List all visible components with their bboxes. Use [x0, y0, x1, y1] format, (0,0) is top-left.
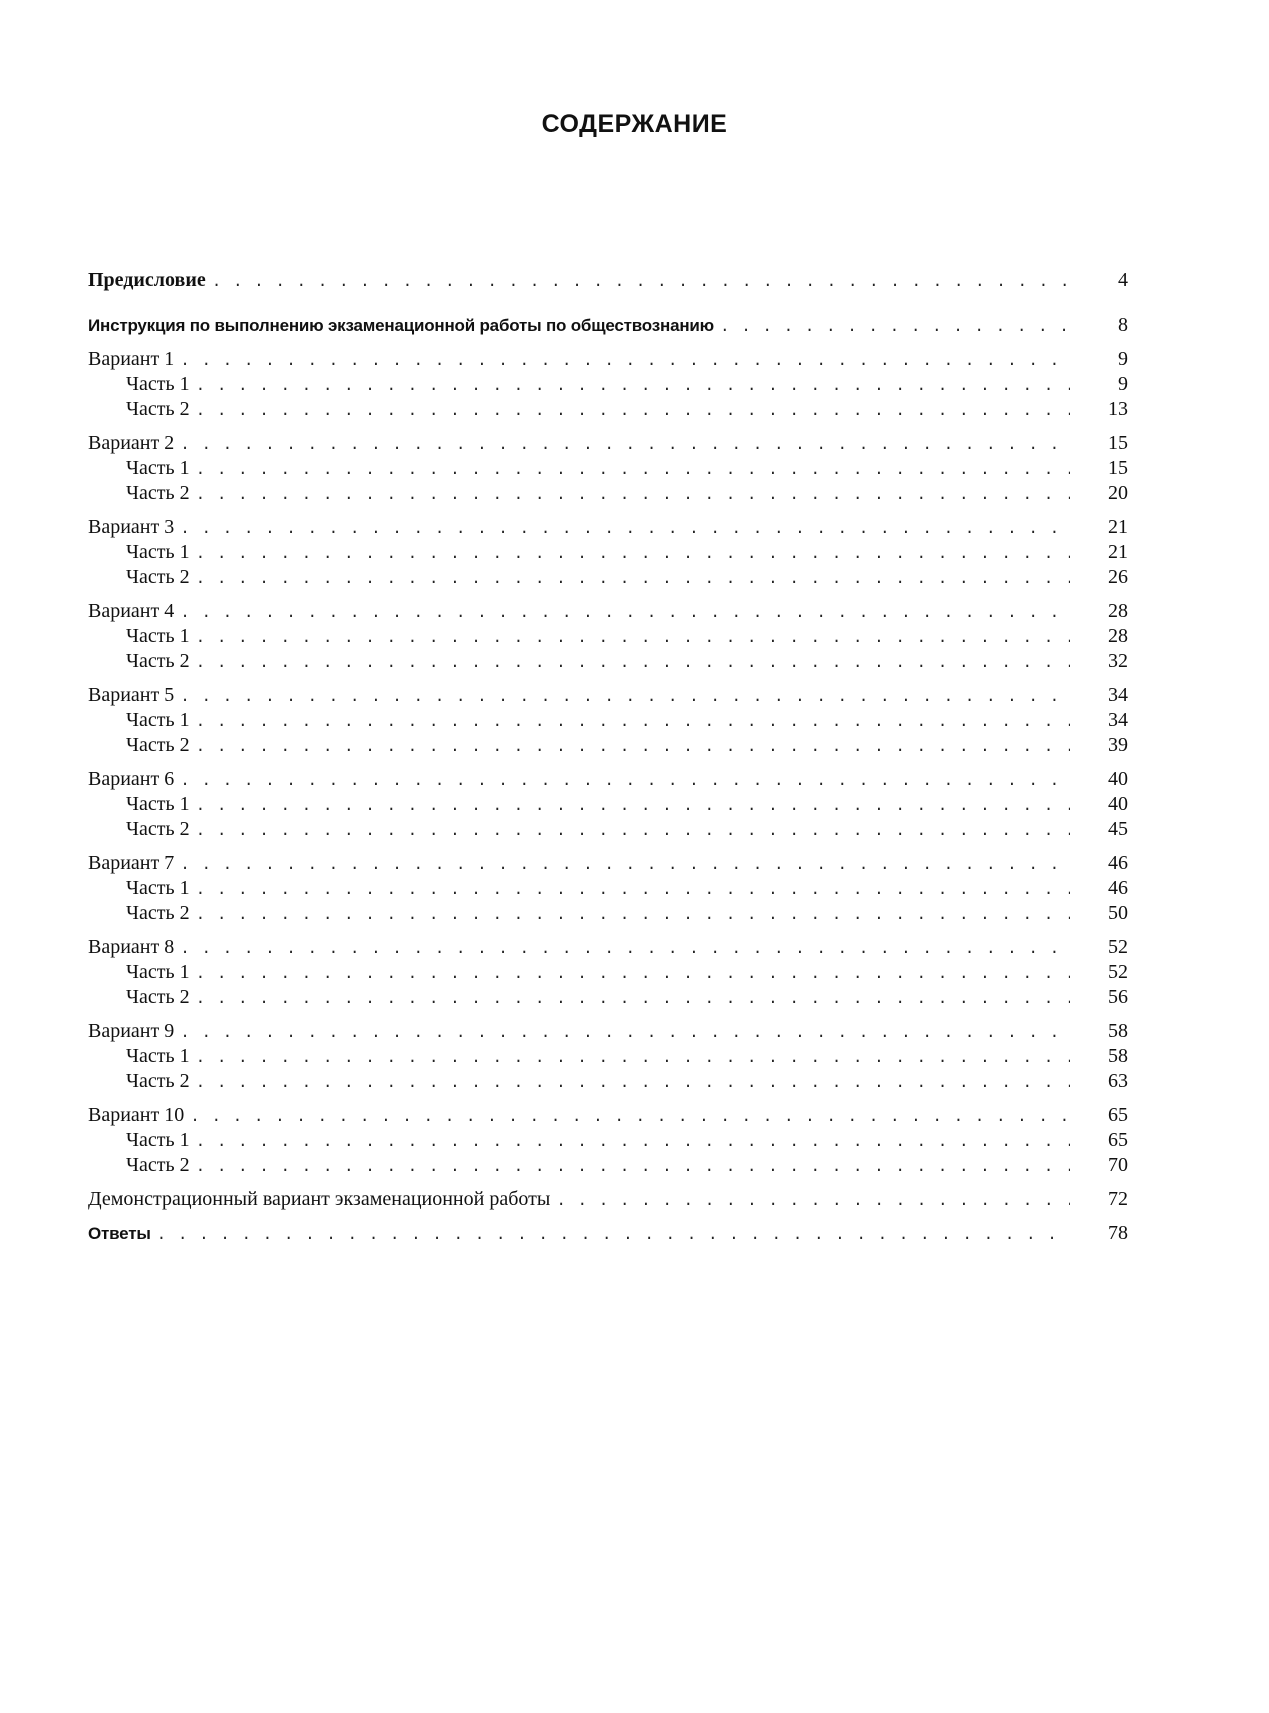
toc-label: Часть 1 [126, 1045, 190, 1067]
toc-page-number: 21 [1108, 516, 1128, 538]
toc-label: Вариант 6 [88, 768, 175, 790]
toc-label: Вариант 9 [88, 1020, 175, 1042]
toc-label: Вариант 7 [88, 852, 175, 874]
dot-leader [180, 1021, 1070, 1046]
toc-entry-variant-5-part-2[interactable] [88, 733, 1128, 758]
dot-leader [196, 626, 1070, 651]
table-of-contents [88, 268, 1128, 1246]
dot-leader [157, 1223, 1070, 1248]
toc-entry-variant-10-part-1[interactable] [88, 1128, 1128, 1153]
dot-leader [180, 853, 1070, 878]
toc-label: Инструкция по выполнению экзаменационной работы по обществознанию [88, 316, 714, 335]
toc-label: Часть 1 [126, 709, 190, 731]
toc-page-number: 40 [1108, 793, 1128, 815]
toc-entry-variant-4-part-2[interactable] [88, 649, 1128, 674]
toc-label: Часть 1 [126, 541, 190, 563]
toc-label: Демонстрационный вариант экзаменационной работы [88, 1188, 551, 1210]
dot-leader [196, 483, 1070, 508]
dot-leader [196, 819, 1070, 844]
toc-entry-variant-3-part-1[interactable] [88, 540, 1128, 565]
toc-page-number: 26 [1108, 566, 1128, 588]
toc-label: Предисловие [88, 269, 206, 291]
toc-label: Часть 1 [126, 625, 190, 647]
dot-leader [196, 962, 1070, 987]
toc-page-number: 78 [1108, 1222, 1128, 1244]
toc-label: Часть 2 [126, 818, 190, 840]
toc-entry-instruction[interactable] [88, 313, 1128, 338]
toc-entry-variant-5[interactable] [88, 683, 1128, 708]
toc-entry-preface[interactable] [88, 268, 1128, 293]
toc-page-number: 56 [1108, 986, 1128, 1008]
toc-page-number: 9 [1118, 373, 1128, 395]
dot-leader [180, 517, 1070, 542]
dot-leader [180, 685, 1070, 710]
toc-entry-variant-7-part-1[interactable] [88, 876, 1128, 901]
dot-leader [720, 315, 1070, 340]
dot-leader [196, 651, 1070, 676]
dot-leader [196, 399, 1070, 424]
dot-leader [180, 349, 1070, 374]
dot-leader [196, 542, 1070, 567]
toc-label: Вариант 1 [88, 348, 175, 370]
toc-entry-variant-9-part-2[interactable] [88, 1069, 1128, 1094]
toc-label: Вариант 10 [88, 1104, 185, 1126]
dot-leader [556, 1189, 1070, 1214]
dot-leader [190, 1105, 1070, 1130]
toc-label: Часть 2 [126, 986, 190, 1008]
toc-label: Часть 1 [126, 961, 190, 983]
toc-page-number: 34 [1108, 684, 1128, 706]
dot-leader [196, 735, 1070, 760]
toc-page-number: 58 [1108, 1045, 1128, 1067]
dot-leader [180, 433, 1070, 458]
dot-leader [196, 567, 1070, 592]
toc-entry-variant-2[interactable] [88, 431, 1128, 456]
dot-leader [196, 1130, 1070, 1155]
dot-leader [196, 374, 1070, 399]
toc-page-number: 50 [1108, 902, 1128, 924]
dot-leader [196, 987, 1070, 1012]
toc-entry-variant-8-part-1[interactable] [88, 960, 1128, 985]
dot-leader [196, 1046, 1070, 1071]
toc-entry-variant-1[interactable] [88, 347, 1128, 372]
toc-label: Вариант 2 [88, 432, 175, 454]
toc-label: Часть 2 [126, 902, 190, 924]
toc-entry-variant-7-part-2[interactable] [88, 901, 1128, 926]
toc-label: Часть 1 [126, 877, 190, 899]
toc-page-number: 65 [1108, 1129, 1128, 1151]
toc-entry-variant-9[interactable] [88, 1019, 1128, 1044]
toc-entry-variant-10[interactable] [88, 1103, 1128, 1128]
toc-page-number: 63 [1108, 1070, 1128, 1092]
toc-page-number: 34 [1108, 709, 1128, 731]
toc-entry-variant-5-part-1[interactable] [88, 708, 1128, 733]
toc-page-number: 4 [1118, 269, 1128, 291]
toc-page-number: 52 [1108, 936, 1128, 958]
dot-leader [196, 903, 1070, 928]
toc-page-number: 46 [1108, 877, 1128, 899]
toc-entry-variant-1-part-1[interactable] [88, 372, 1128, 397]
dot-leader [196, 710, 1070, 735]
dot-leader [196, 1071, 1070, 1096]
toc-page-number: 15 [1108, 457, 1128, 479]
dot-leader [180, 937, 1070, 962]
toc-entry-variant-6-part-2[interactable] [88, 817, 1128, 842]
toc-page-number: 70 [1108, 1154, 1128, 1176]
toc-page-number: 8 [1118, 314, 1128, 336]
toc-label: Вариант 3 [88, 516, 175, 538]
toc-label: Часть 1 [126, 373, 190, 395]
toc-page-number: 13 [1108, 398, 1128, 420]
toc-entry-demo[interactable] [88, 1187, 1128, 1212]
toc-label: Часть 2 [126, 566, 190, 588]
dot-leader [196, 458, 1070, 483]
toc-label: Вариант 8 [88, 936, 175, 958]
toc-entry-variant-8[interactable] [88, 935, 1128, 960]
dot-leader [196, 878, 1070, 903]
dot-leader [180, 769, 1070, 794]
toc-entry-variant-6-part-1[interactable] [88, 792, 1128, 817]
toc-entry-variant-3-part-2[interactable] [88, 565, 1128, 590]
toc-page-number: 46 [1108, 852, 1128, 874]
dot-leader [196, 1155, 1070, 1180]
toc-label: Ответы [88, 1224, 151, 1243]
toc-label: Часть 2 [126, 650, 190, 672]
toc-entry-variant-6[interactable] [88, 767, 1128, 792]
toc-entry-variant-10-part-2[interactable] [88, 1153, 1128, 1178]
toc-label: Часть 1 [126, 457, 190, 479]
toc-label: Часть 1 [126, 793, 190, 815]
toc-label: Часть 1 [126, 1129, 190, 1151]
toc-label: Часть 2 [126, 482, 190, 504]
toc-page-number: 65 [1108, 1104, 1128, 1126]
toc-entry-variant-2-part-2[interactable] [88, 481, 1128, 506]
toc-label: Часть 2 [126, 734, 190, 756]
toc-entry-variant-1-part-2[interactable] [88, 397, 1128, 422]
toc-label: Вариант 4 [88, 600, 175, 622]
toc-entry-variant-4[interactable] [88, 599, 1128, 624]
toc-entry-answers[interactable] [88, 1221, 1128, 1246]
toc-page-number: 45 [1108, 818, 1128, 840]
toc-entry-variant-3[interactable] [88, 515, 1128, 540]
toc-entry-variant-2-part-1[interactable] [88, 456, 1128, 481]
toc-entry-variant-4-part-1[interactable] [88, 624, 1128, 649]
dot-leader [212, 270, 1070, 295]
toc-label: Вариант 5 [88, 684, 175, 706]
toc-page-number: 28 [1108, 600, 1128, 622]
toc-page-number: 52 [1108, 961, 1128, 983]
toc-page-number: 40 [1108, 768, 1128, 790]
toc-entry-variant-7[interactable] [88, 851, 1128, 876]
toc-page-number: 28 [1108, 625, 1128, 647]
toc-label: Часть 2 [126, 398, 190, 420]
toc-page-number: 39 [1108, 734, 1128, 756]
toc-page-number: 21 [1108, 541, 1128, 563]
toc-page-number: 58 [1108, 1020, 1128, 1042]
toc-label: Часть 2 [126, 1154, 190, 1176]
page-title: СОДЕРЖАНИЕ [541, 110, 728, 138]
toc-page-number: 9 [1118, 348, 1128, 370]
toc-label: Часть 2 [126, 1070, 190, 1092]
toc-entry-variant-8-part-2[interactable] [88, 985, 1128, 1010]
toc-page-number: 15 [1108, 432, 1128, 454]
toc-page-number: 32 [1108, 650, 1128, 672]
dot-leader [180, 601, 1070, 626]
toc-page-number: 72 [1108, 1188, 1128, 1210]
toc-entry-variant-9-part-1[interactable] [88, 1044, 1128, 1069]
toc-page-number: 20 [1108, 482, 1128, 504]
dot-leader [196, 794, 1070, 819]
